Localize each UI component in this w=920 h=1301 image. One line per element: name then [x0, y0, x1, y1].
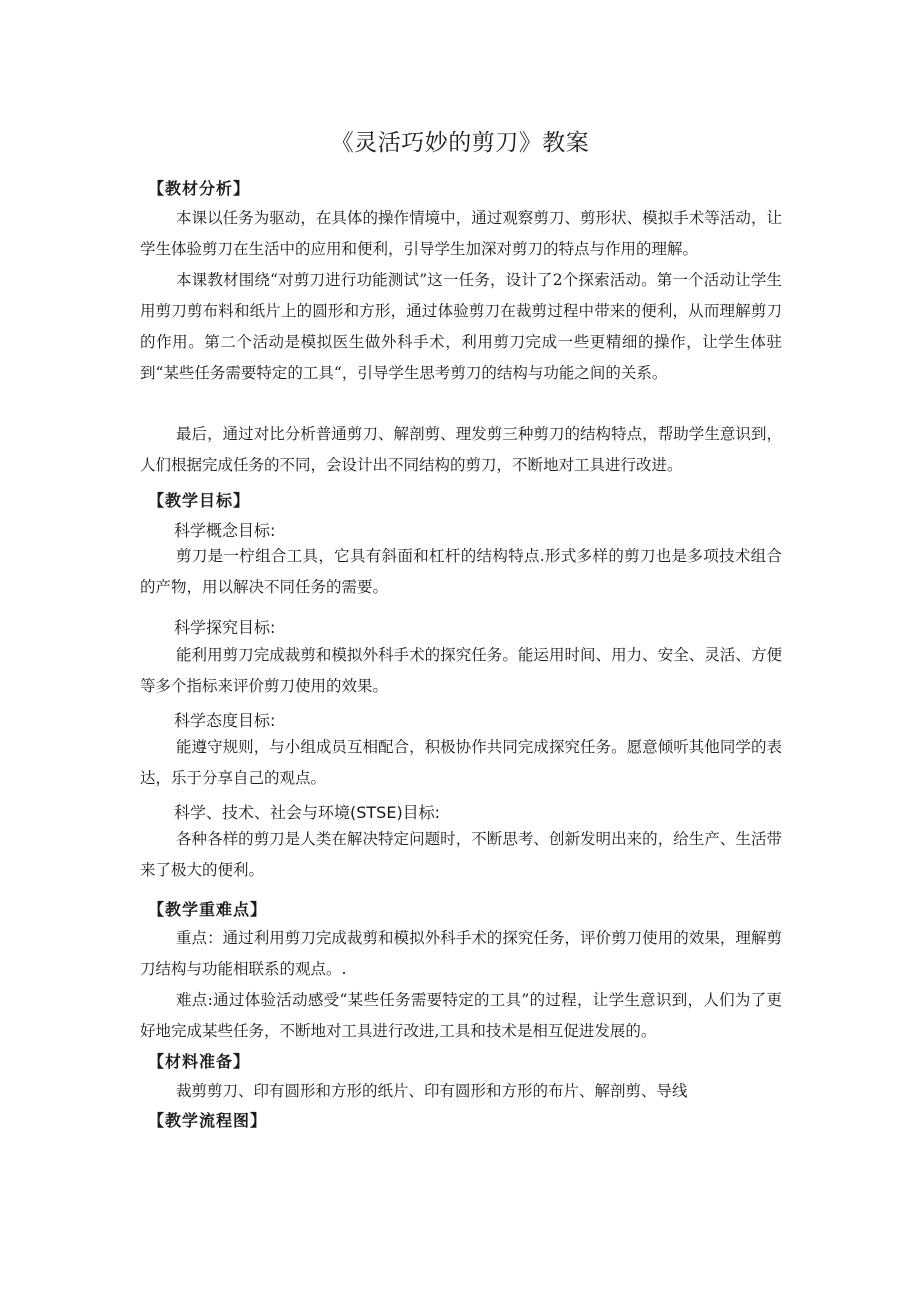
attitude-goal-label: 科学态度目标:: [174, 711, 276, 730]
materials-list: 裁剪剪刀、印有圆形和方形的纸片、印有圆形和方形的布片、解剖剪、导线: [176, 1082, 688, 1100]
section-heading-analysis: 【教材分析】: [148, 179, 251, 198]
page-title: 《灵活巧妙的剪刀》教案: [330, 130, 590, 156]
section-heading-goals: 【教学目标】: [148, 491, 251, 510]
inquiry-goal-text: 能利用剪刀完成裁剪和模拟外科手术的探究任务。能运用时间、用力、安全、灵活、方便等多个指标来评价剪刀使用的效果。: [140, 646, 782, 695]
section-heading-key-points: 【教学重难点】: [148, 900, 268, 919]
key-point-text: 重点：通过利用剪刀完成裁剪和模拟外科手术的探究任务，评价剪刀使用的效果，理解剪刀结构与功能相联系的观点。.: [140, 929, 782, 978]
analysis-paragraph-2: 本课教材围绕“对剪刀进行功能测试”这一任务，设计了2个探索活动。第一个活动让学生用剪刀剪布料和纸片上的圆形和方形，通过体验剪刀在裁剪过程中带来的便利，从而理解剪刀的作用。第二个活动是模拟医生做外科手术，利用剪刀完成一些更精细的操作，让学生体驻到“某些任务需要特定的工具“，引导学生思考剪刀的结构与功能之间的关系。: [140, 271, 782, 382]
stse-goal-text: 各种各样的剪刀是人类在解决特定问题时，不断思考、创新发明出来的，给生产、生活带来了极大的便利。: [140, 830, 782, 879]
difficult-point-text: 难点:通过体验活动感受“某些任务需要特定的工具”的过程，让学生意识到，人们为了更好地完成某些任务，不断地对工具进行改进,工具和技术是相互促进发展的。: [140, 991, 782, 1040]
stse-goal-label: 科学、技术、社会与环境(STSE)目标:: [174, 803, 441, 822]
section-heading-flow: 【教学流程图】: [148, 1111, 268, 1130]
attitude-goal-text: 能遵守规则，与小组成员互相配合，积极协作共同完成探究任务。愿意倾听其他同学的表达，乐于分享自己的观点。: [140, 738, 782, 787]
analysis-paragraph-1: 本课以任务为驱动，在具体的操作情境中，通过观察剪刀、剪形状、模拟手术等活动，让学生体验剪刀在生活中的应用和便利，引导学生加深对剪刀的特点与作用的理解。: [140, 209, 782, 258]
analysis-paragraph-3: 最后，通过对比分析普通剪刀、解剖剪、理发剪三种剪刀的结构特点，帮助学生意识到，人们根据完成任务的不同，会设计出不同结构的剪刀，不断地对工具进行改进。: [140, 425, 782, 474]
inquiry-goal-label: 科学探究目标:: [174, 618, 276, 637]
concept-goal-label: 科学概念目标:: [174, 521, 276, 540]
section-heading-materials: 【材料准备】: [148, 1052, 251, 1071]
concept-goal-text: 剪刀是一柠组合工具，它具有斜面和杠杆的结构特点.形式多样的剪刀也是多项技术组合的产物，用以解决不同任务的需要。: [140, 547, 782, 596]
